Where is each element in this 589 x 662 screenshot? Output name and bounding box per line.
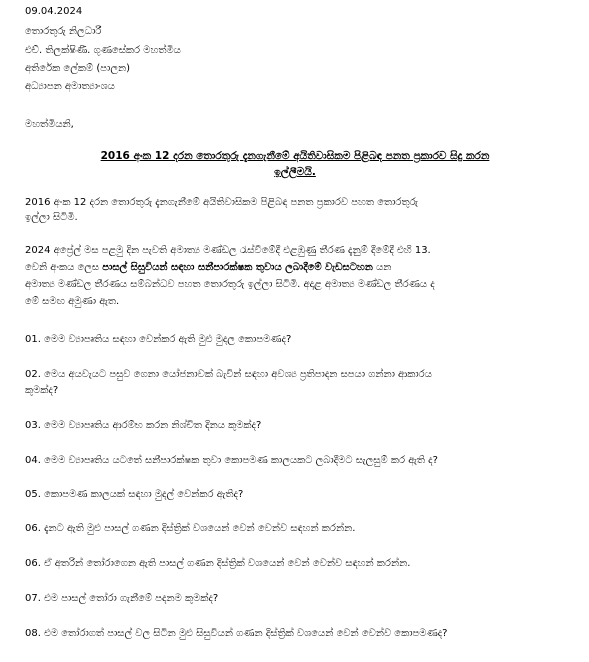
subject-line-1: 2016 අංක 12 දරන තොරතුරු දැනගැනීමේ අයිතිවාසිකම පිළිබඳ පනත ප්‍රකාරව සිදු කරන [100, 150, 490, 162]
question-item: 01. මෙම ව්‍යාපෘතිය සඳහා වෙන්කර ඇති මුළු මුදල කොපමණද? [25, 334, 292, 345]
body-line-3: අමාත්‍ය මණ්ඩල තීරණය සම්බන්ධව පහත තොරතුරු ඉල්ලා සිටිමි. අදාළ අමාත්‍ය මණ්ඩල තීරණය ද [25, 279, 435, 290]
recipient-position: අතිරේක ලේකම් (පාලන) [25, 63, 130, 74]
letter-date: 09.04.2024 [25, 6, 83, 17]
recipient-ministry: අධ්‍යාපන අමාත්‍යාංශය [25, 81, 115, 92]
salutation: මහත්මියනි, [25, 119, 74, 130]
question-item: 06. ඒ අතරින් තෝරාගෙන ඇති පාසල් ගණන දිස්ත්‍රික් වශයෙන් වෙන් වෙන්ව සඳහන් කරන්න. [25, 558, 411, 569]
intro-line-2: ඉල්ලා සිටිමි. [25, 212, 78, 223]
question-item: 05. කොපමණ කාලයක් සඳහා මුදල් වෙන්කර ඇතිද? [25, 489, 244, 500]
question-item-continued: කුමක්ද? [25, 385, 59, 396]
recipient-name: එච්. තිලක්ෂිණී. ගුණසේකර මහත්මිය [25, 45, 181, 56]
question-item: 07. එම පාසල් තෝරා ගැනීමේ පදනම කුමක්ද? [25, 593, 219, 604]
intro-line-1: 2016 අංක 12 දරන තොරතුරු දැනගැනීමේ අයිතිවාසිකම පිළිබඳ පනත ප්‍රකාරව පහත තොරතුරු [25, 197, 418, 208]
question-item: 03. මෙම ව්‍යාපෘතිය ආරම්භ කරන නිශ්චිත දිනය කුමක්ද? [25, 420, 262, 431]
body-line-2 [25, 261, 391, 275]
question-item: 08. එම තෝරාගත් පාසල් වල සිටින මුළු සිසුවියන් ගණන දිස්ත්‍රික් වශයෙන් වෙන් වෙන්ව කොපමණද? [25, 628, 448, 639]
question-item: 04. මෙම ව්‍යාපෘතිය යටතේ සනීපාරක්ෂක තුවා කොපමණ කාලයකට ලබාදීමට සැලසුම් කර ඇති ද? [25, 455, 438, 466]
body-line-2-suffix: යන [372, 262, 392, 273]
body-line-2-prefix: වෙනි අංකය ලෙස [25, 262, 103, 273]
question-item: 02. මෙය අයවැයට පසුව ගෙනා යෝජනාවක් බැවින් සඳහා අවශ්‍ය ප්‍රතිපාදන සපයා ගන්නා ආකාරය [25, 369, 432, 380]
question-item: 06. දැනට ඇති මුළු පාසල් ගණන දිස්ත්‍රික් වශයෙන් වෙන් වෙන්ව සඳහන් කරන්න. [25, 523, 356, 534]
recipient-title: තොරතුරු නිලධාරී [25, 26, 102, 37]
body-line-1: 2024 අප්‍රේල් මස පළමු දින පැවති අමාත්‍ය මණ්ඩල රැස්වීමේදී එළඹුණු තීරණ දැනුම් දීමේදී එහි 13. [25, 245, 431, 256]
subject-line-2: ඉල්ලීමයි. [274, 166, 316, 178]
body-line-4: මේ සමඟ අමුණා ඇත. [25, 296, 120, 307]
program-name: පාසල් සිසුවියන් සඳහා සනීපාරක්ෂක තුවාය ලබාදීමේ වැඩසටහන [102, 262, 373, 273]
